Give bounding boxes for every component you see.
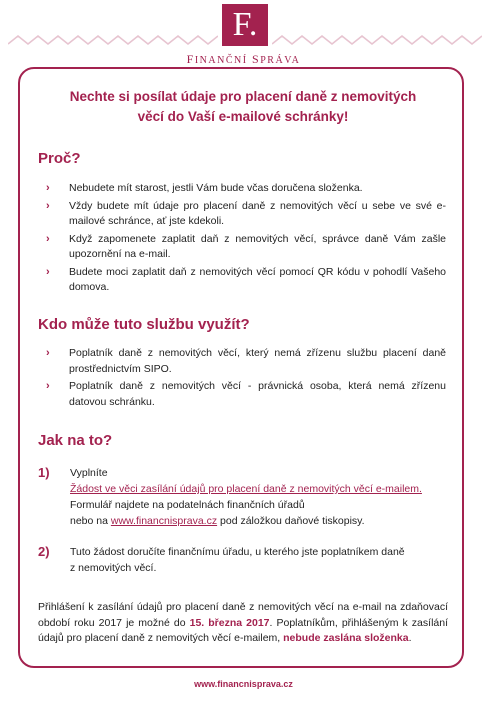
chevron-right-icon: ›: [46, 347, 50, 359]
who-list: [46, 346, 446, 412]
logo-mark: F.: [222, 4, 268, 46]
who-heading: Kdo může tuto službu využít?: [38, 316, 250, 333]
how-heading: Jak na to?: [38, 432, 113, 449]
request-form-link[interactable]: Žádost ve věci zasílání údajů pro placení daně z nemovitých věcí e-mailem.: [70, 483, 422, 495]
chevron-right-icon: ›: [46, 182, 50, 194]
website-link[interactable]: www.financnisprava.cz: [110, 515, 218, 527]
list-item: › Poplatník daně z nemovitých věcí, který nemá zřízenu službu placení daně prostřednictvím SIPO.: [46, 347, 446, 375]
chevron-right-icon: ›: [46, 380, 50, 392]
chevron-right-icon: ›: [46, 199, 50, 212]
list-item: › Poplatník daně z nemovitých věcí - právnická osoba, která nemá zřízenu datovou schránku.: [46, 380, 446, 408]
why-heading: Proč?: [38, 150, 81, 167]
step-1: 1) Vyplníte Žádost ve věci zasílání údajů pro placení daně z nemovitých věcí e-mailem. Formulář najdete na podatelnách finančních úřadů nebo na www.financnisprava.cz pod záložkou daňové tiskopisy.: [38, 465, 422, 527]
list-item: › Nebudete mít starost, jestli Vám bude včas doručena složenka.: [46, 181, 446, 197]
list-item: › Vždy budete mít údaje pro placení daně z nemovitých věcí u sebe ve své e-mailové schránce, ať jste kdekoli.: [46, 199, 446, 227]
deadline-note: Přihlášení k zasílání údajů pro placení daně z nemovitých věcí na e-mail na zdaňovací období roku 2017 je možné do 15. března 2017. Poplatníkům, přihlášeným k zasílání údajů pro placení daně z nemovitých věcí e-mailem, nebude zaslána složenka.: [38, 601, 448, 644]
list-item: › Když zapomenete zaplatit daň z nemovitých věcí, správce daně Vám zašle upozornění na e-mail.: [46, 232, 446, 260]
step-number: 1): [38, 465, 50, 480]
page-title: Nechte si posílat údaje pro placení daně z nemovitých věcí do Vaší e-mailové schránky!: [69, 89, 417, 124]
logo-wave-left: [8, 30, 218, 50]
list-item: › Budete moci zaplatit daň z nemovitých věcí pomocí QR kódu v pohodlí Vašeho domova.: [46, 265, 446, 293]
step-number: 2): [38, 544, 50, 559]
step-2: 2) Tuto žádost doručíte finančnímu úřadu, u kterého jste poplatníkem daně z nemovitých věcí.: [38, 544, 405, 574]
logo-wave-right: [272, 30, 482, 50]
chevron-right-icon: ›: [46, 265, 50, 278]
chevron-right-icon: ›: [46, 232, 50, 245]
logo-wordmark: FINANČNÍ SPRÁVA: [186, 52, 301, 66]
why-list: [46, 181, 446, 298]
footer-url[interactable]: www.financnisprava.cz: [194, 679, 293, 689]
